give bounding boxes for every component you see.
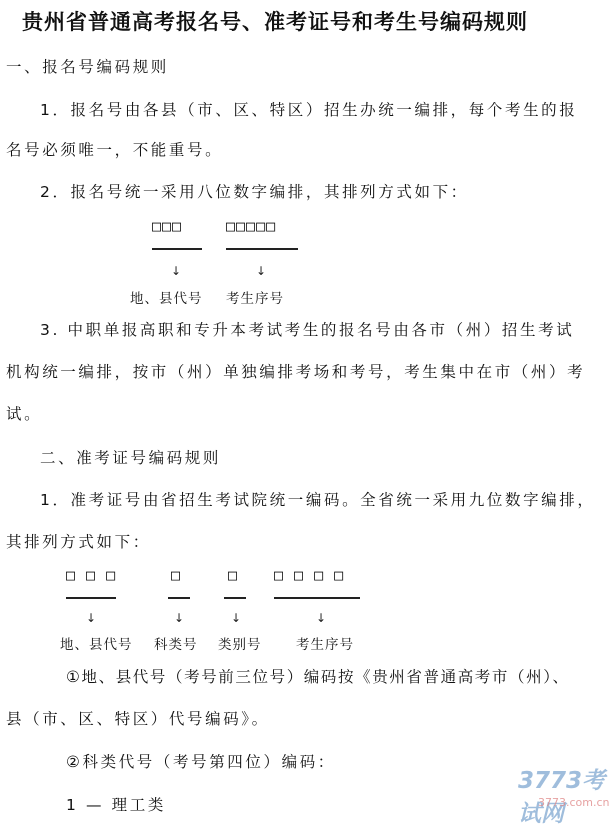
paragraph-5-line-2: 县（市、区、特区）代号编码》。	[6, 710, 270, 728]
category-box: □	[228, 566, 239, 584]
county-code-boxes: □□□	[152, 217, 183, 235]
watermark-logo: 3773考试网	[518, 768, 606, 827]
down-arrow-icon: ↓	[86, 611, 97, 625]
candidate-serial-label: 考生序号	[296, 637, 354, 653]
paragraph-1-line-1: 1．报名号由各县（市、区、特区）招生办统一编排，每个考生的报	[40, 101, 578, 119]
down-arrow-icon: ↓	[316, 611, 327, 625]
bracket-line	[224, 597, 246, 599]
down-arrow-icon: ↓	[256, 264, 267, 278]
paragraph-3-line-2: 机构统一编排，按市（州）单独编排考场和考号，考生集中在市（州）考	[6, 363, 586, 381]
paragraph-4-line-2: 其排列方式如下：	[6, 533, 151, 551]
paragraph-7: 1 — 理工类	[66, 796, 166, 814]
bracket-line	[152, 248, 202, 250]
watermark-url: 3773.com.cn	[538, 796, 610, 809]
bracket-line	[168, 597, 190, 599]
down-arrow-icon: ↓	[174, 611, 185, 625]
paragraph-6: ②科类代号（考号第四位）编码：	[66, 753, 336, 771]
category-label: 类别号	[218, 637, 262, 653]
subject-type-box: □	[171, 566, 182, 584]
paragraph-4-line-1: 1．准考证号由省招生考试院统一编码。全省统一采用九位数字编排，	[40, 491, 596, 509]
section-heading-registration: 一、报名号编码规则	[6, 58, 169, 76]
candidate-serial-boxes: □ □ □ □	[274, 566, 345, 584]
bracket-line	[274, 597, 360, 599]
down-arrow-icon: ↓	[231, 611, 242, 625]
paragraph-1-line-2: 名号必须唯一，不能重号。	[6, 141, 224, 159]
county-code-label: 地、县代号	[130, 291, 203, 307]
down-arrow-icon: ↓	[171, 264, 182, 278]
county-code-boxes: □ □ □	[66, 566, 117, 584]
bracket-line	[226, 248, 298, 250]
paragraph-3-line-3: 试。	[6, 405, 43, 423]
candidate-serial-label: 考生序号	[226, 291, 284, 307]
subject-type-label: 科类号	[154, 637, 198, 653]
paragraph-2: 2．报名号统一采用八位数字编排，其排列方式如下：	[40, 183, 469, 201]
page-title: 贵州省普通高考报名号、准考证号和考生号编码规则	[22, 10, 528, 34]
county-code-label: 地、县代号	[60, 637, 133, 653]
bracket-line	[66, 597, 116, 599]
candidate-serial-boxes: □□□□□	[226, 217, 277, 235]
section-heading-admission-ticket: 二、准考证号编码规则	[40, 449, 222, 467]
paragraph-5-line-1: ①地、县代号（考号前三位号）编码按《贵州省普通高考市（州）、	[66, 668, 570, 686]
paragraph-3-line-1: 3. 中职单报高职和专升本考试考生的报名号由各市（州）招生考试	[40, 321, 575, 339]
